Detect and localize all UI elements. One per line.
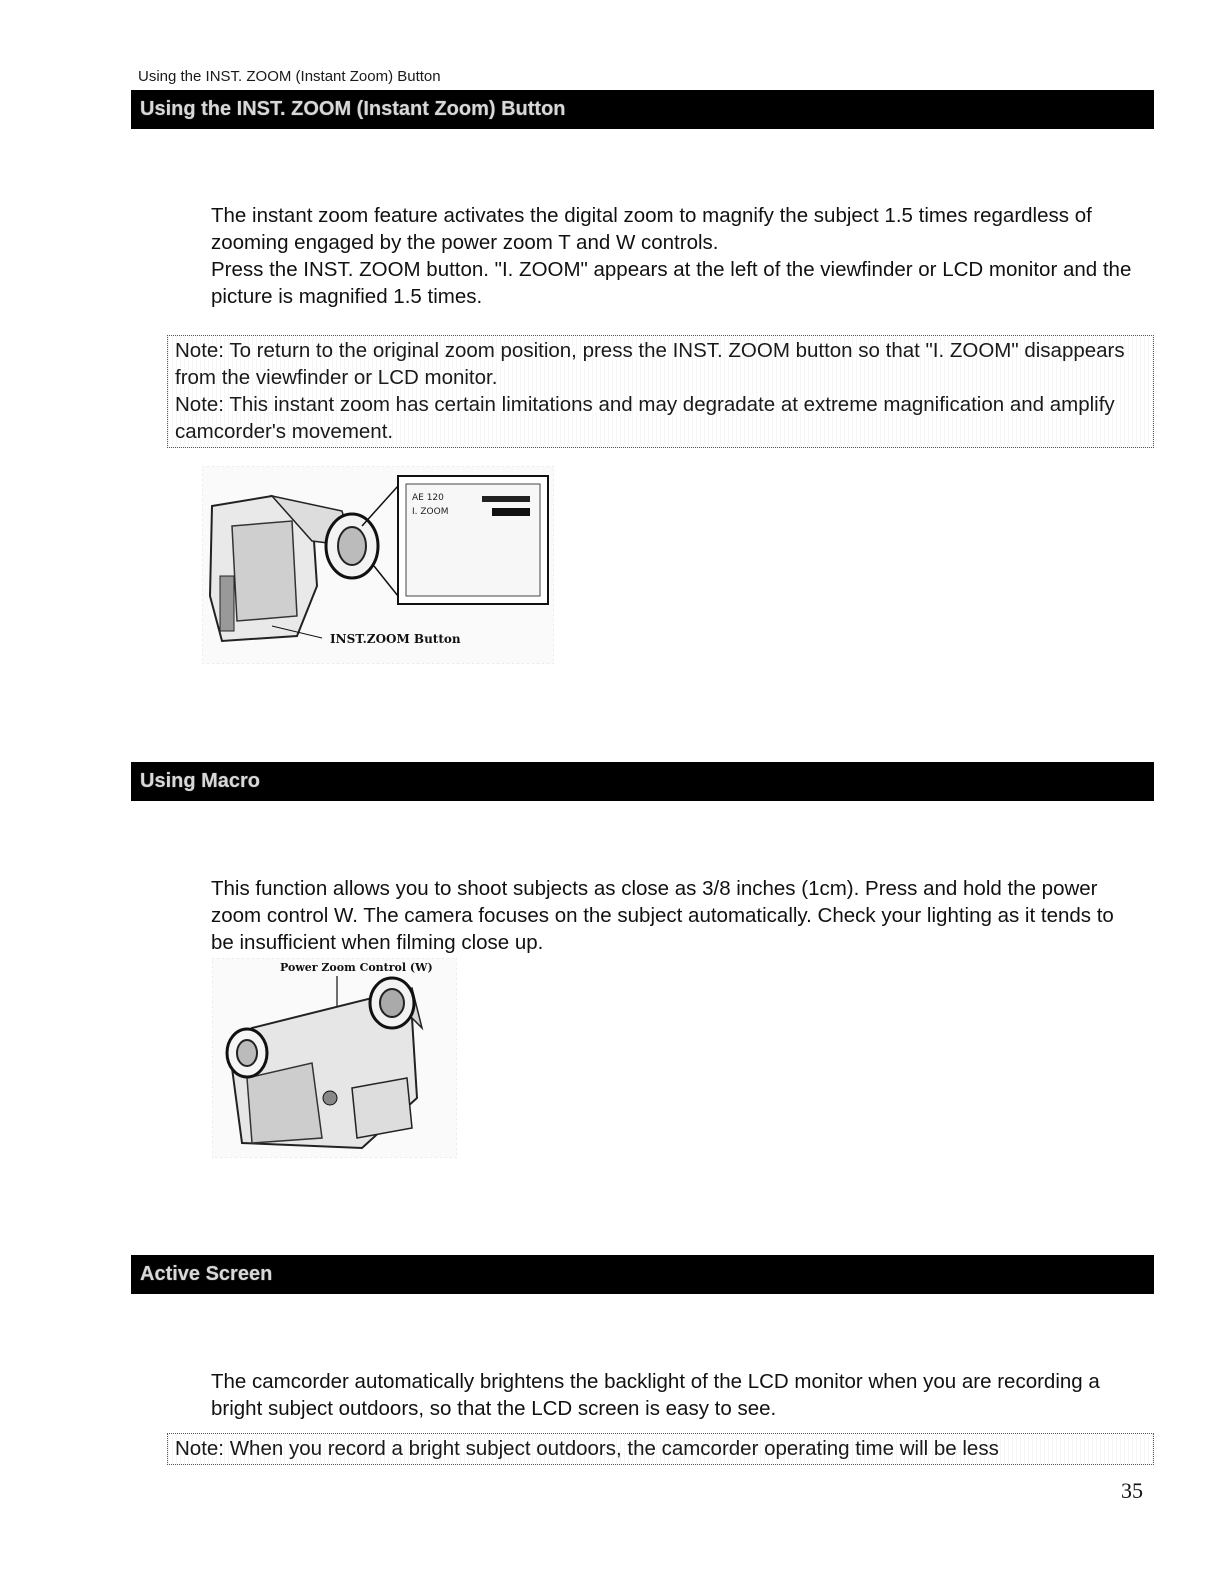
active-screen-note-1: Note: When you record a bright subject outdoors, the camcorder operating time will be less <box>175 1437 999 1460</box>
active-screen-note-box <box>167 1433 1154 1465</box>
section-header-active-screen: Active Screen <box>131 1255 1154 1294</box>
viewfinder-izoom-text: I. ZOOM <box>412 507 449 517</box>
macro-body <box>211 875 1141 956</box>
viewfinder-readout-text: AE 120 <box>412 493 444 503</box>
inst-zoom-figure <box>202 466 554 664</box>
inst-zoom-note-2: Note: This instant zoom has certain limitations and may degradate at extreme magnification and amplify camcorder's movement. <box>175 393 1115 443</box>
camcorder-inst-zoom-illustration <box>202 466 554 664</box>
macro-paragraph-1: This function allows you to shoot subjects as close as 3/8 inches (1cm). Press and hold the power zoom control W. The camera focuses on the subject automatically. Check your lighting as it tends to be insufficient when filming close up. <box>211 877 1114 954</box>
macro-figure <box>212 958 457 1158</box>
inst-zoom-paragraph-1: The instant zoom feature activates the digital zoom to magnify the subject 1.5 times regardless of zooming engaged by the power zoom T and W controls. <box>211 204 1092 254</box>
section-header-macro: Using Macro <box>131 762 1154 801</box>
inst-zoom-note-box <box>167 335 1154 448</box>
active-screen-body <box>211 1368 1141 1422</box>
inst-zoom-body <box>211 202 1141 310</box>
active-screen-paragraph-1: The camcorder automatically brightens the backlight of the LCD monitor when you are recording a bright subject outdoors, so that the LCD screen is easy to see. <box>211 1370 1100 1420</box>
inst-zoom-figure-caption: INST.ZOOM Button <box>330 632 461 646</box>
inst-zoom-note-1: Note: To return to the original zoom position, press the INST. ZOOM button so that "I. ZOOM" disappears from the viewfinder or LCD monitor. <box>175 339 1125 389</box>
inst-zoom-paragraph-2: Press the INST. ZOOM button. "I. ZOOM" appears at the left of the viewfinder or LCD monitor and the picture is magnified 1.5 times. <box>211 258 1132 308</box>
page-number: 35 <box>1121 1478 1143 1503</box>
macro-figure-caption: Power Zoom Control (W) <box>280 961 433 974</box>
running-head: Using the INST. ZOOM (Instant Zoom) Button <box>138 68 441 85</box>
section-header-inst-zoom: Using the INST. ZOOM (Instant Zoom) Button <box>131 90 1154 129</box>
camcorder-macro-illustration <box>212 958 457 1158</box>
